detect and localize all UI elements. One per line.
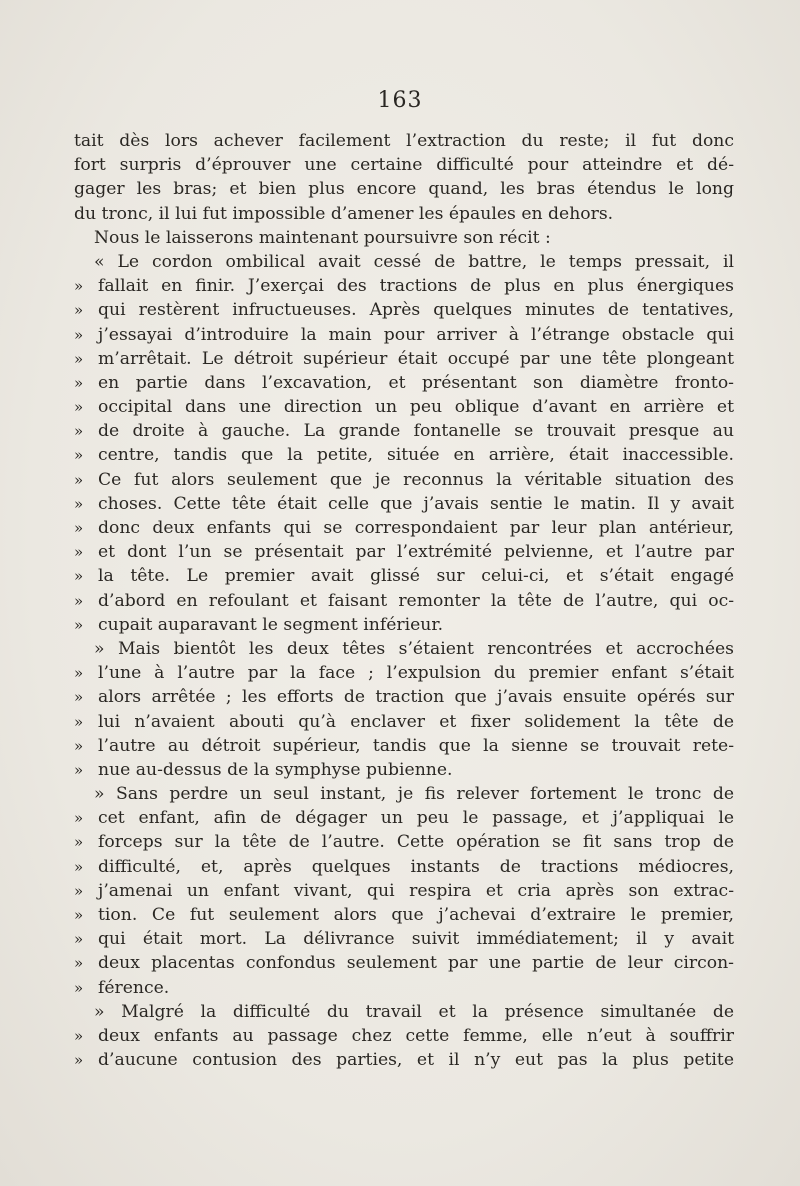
quote-marker: » <box>74 833 84 852</box>
text-line <box>74 976 734 1000</box>
quote-marker: » <box>74 954 84 973</box>
quote-marker: » <box>74 615 84 634</box>
line-text: en partie dans l’excavation, et présentant son diamètre fronto- <box>98 372 734 393</box>
quote-marker: » <box>74 543 84 562</box>
quote-marker: » <box>74 277 84 296</box>
text-line <box>74 903 734 927</box>
line-text: j’amenai un enfant vivant, qui respira et cria après son extrac- <box>98 880 734 901</box>
text-line <box>74 298 734 322</box>
quote-marker: » <box>74 736 84 755</box>
text-line <box>74 830 734 854</box>
text-line <box>74 395 734 419</box>
quote-marker: » <box>74 446 84 465</box>
text-line <box>74 1000 734 1024</box>
quote-marker: » <box>74 881 84 900</box>
quote-marker: » <box>74 1051 84 1070</box>
quote-marker: » <box>74 422 84 441</box>
line-text: fort surpris d’éprouver une certaine difficulté pour atteindre et dé- <box>74 155 734 176</box>
text-line <box>74 129 734 153</box>
line-text: m’arrêtait. Le détroit supérieur était occupé par une tête plongeant <box>98 348 734 369</box>
text-line <box>74 734 734 758</box>
text-line <box>74 685 734 709</box>
line-text: forceps sur la tête de l’autre. Cette opération se fit sans trop de <box>98 832 734 853</box>
quote-marker: » <box>74 978 84 997</box>
quote-marker: » <box>74 519 84 537</box>
quote-marker: » <box>74 373 84 392</box>
line-text: j’essayai d’introduire la main pour arriver à l’étrange obstacle qui <box>98 324 734 345</box>
quote-marker: » <box>74 470 84 489</box>
line-text: occipital dans une direction un peu oblique d’avant en arrière et <box>98 397 734 418</box>
line-text: la tête. Le premier avait glissé sur celui-ci, et s’était engagé <box>98 566 734 587</box>
text-line <box>74 806 734 830</box>
text-line <box>74 250 734 274</box>
text-line <box>74 951 734 975</box>
line-text: tait dès lors achever facilement l’extraction du reste; il fut donc <box>74 131 734 151</box>
line-text: nue au-dessus de la symphyse pubienne. <box>98 759 453 780</box>
line-text: gager les bras; et bien plus encore quand, les bras étendus le long <box>74 179 734 200</box>
line-text: l’une à l’autre par la face ; l’expulsion du premier enfant s’était <box>98 663 734 684</box>
body-text <box>74 129 734 1072</box>
text-line <box>74 323 734 347</box>
text-line <box>74 637 734 661</box>
page-number: 163 <box>377 88 423 113</box>
text-line <box>74 516 734 540</box>
quote-marker: » <box>74 494 84 513</box>
line-text: l’autre au détroit supérieur, tandis que la sienne se trouvait rete- <box>98 735 734 756</box>
quote-marker: » <box>74 930 84 949</box>
quote-marker: » <box>74 591 84 610</box>
quote-marker: » <box>74 906 84 924</box>
line-text: Nous le laisserons maintenant poursuivre son récit : <box>94 227 551 248</box>
text-line <box>74 226 734 250</box>
text-line <box>74 153 734 177</box>
text-line <box>74 468 734 492</box>
text-line <box>74 1048 734 1072</box>
line-text: de droite à gauche. La grande fontanelle se trouvait presque au <box>98 421 734 442</box>
text-line <box>74 202 734 226</box>
text-line <box>74 758 734 782</box>
text-line <box>74 347 734 371</box>
line-text: cet enfant, afin de dégager un peu le passage, et j’appliquai le <box>98 808 734 829</box>
line-text: d’aucune contusion des parties, et il n’y eut pas la plus petite <box>98 1050 734 1071</box>
quote-marker: » <box>74 301 84 320</box>
line-text: alors arrêtée ; les efforts de traction que j’avais ensuite opérés sur <box>98 687 734 708</box>
text-line <box>74 371 734 395</box>
line-text: » Malgré la difficulté du travail et la présence simultanée de <box>94 1001 734 1022</box>
line-text: du tronc, il lui fut impossible d’amener les épaules en dehors. <box>74 203 614 224</box>
text-line <box>74 274 734 298</box>
line-text: deux placentas confondus seulement par une partie de leur circon- <box>98 953 734 974</box>
line-text: « Le cordon ombilical avait cessé de battre, le temps pressait, il <box>94 251 734 272</box>
text-line <box>74 613 734 637</box>
line-text: choses. Cette tête était celle que j’avais sentie le matin. Il y avait <box>98 493 734 514</box>
line-text: qui restèrent infructueuses. Après quelques minutes de tentatives, <box>98 300 734 321</box>
text-line <box>74 589 734 613</box>
quote-marker: » <box>74 349 84 368</box>
quote-marker: » <box>74 1026 84 1045</box>
text-line <box>74 1024 734 1048</box>
text-line <box>74 443 734 467</box>
text-line <box>74 540 734 564</box>
line-text: » Sans perdre un seul instant, je fis relever fortement le tronc de <box>94 784 734 805</box>
text-line <box>74 177 734 201</box>
text-line <box>74 661 734 685</box>
text-line <box>74 564 734 588</box>
line-text: » Mais bientôt les deux têtes s’étaient rencontrées et accrochées <box>94 638 734 659</box>
quote-marker: » <box>74 325 84 344</box>
line-text: férence. <box>98 977 170 998</box>
line-text: tion. Ce fut seulement alors que j’achevai d’extraire le premier, <box>98 905 734 925</box>
text-line <box>74 492 734 516</box>
quote-marker: » <box>74 664 84 683</box>
line-text: d’abord en refoulant et faisant remonter la tête de l’autre, qui oc- <box>98 590 734 611</box>
quote-marker: » <box>74 760 84 779</box>
line-text: donc deux enfants qui se correspondaient par leur plan antérieur, <box>98 518 734 538</box>
text-line <box>74 782 734 806</box>
quote-marker: » <box>74 857 84 876</box>
text-line <box>74 927 734 951</box>
quote-marker: » <box>74 809 84 828</box>
line-text: qui était mort. La délivrance suivit immédiatement; il y avait <box>98 929 734 950</box>
quote-marker: » <box>74 712 84 731</box>
quote-marker: » <box>74 567 84 586</box>
line-text: centre, tandis que la petite, située en arrière, était inaccessible. <box>98 445 734 466</box>
quote-marker: » <box>74 688 84 707</box>
text-line <box>74 879 734 903</box>
line-text: fallait en finir. J’exerçai des tractions de plus en plus énergiques <box>98 276 734 297</box>
line-text: lui n’avaient abouti qu’à enclaver et fixer solidement la tête de <box>98 711 734 732</box>
line-text: deux enfants au passage chez cette femme, elle n’eut à souffrir <box>98 1025 734 1046</box>
text-line <box>74 710 734 734</box>
text-line <box>74 419 734 443</box>
line-text: Ce fut alors seulement que je reconnus la véritable situation des <box>98 469 734 490</box>
line-text: cupait auparavant le segment inférieur. <box>98 614 444 635</box>
line-text: et dont l’un se présentait par l’extrémité pelvienne, et l’autre par <box>98 542 734 563</box>
line-text: difficulté, et, après quelques instants de tractions médiocres, <box>98 856 734 877</box>
quote-marker: » <box>74 398 84 417</box>
text-line <box>74 855 734 879</box>
